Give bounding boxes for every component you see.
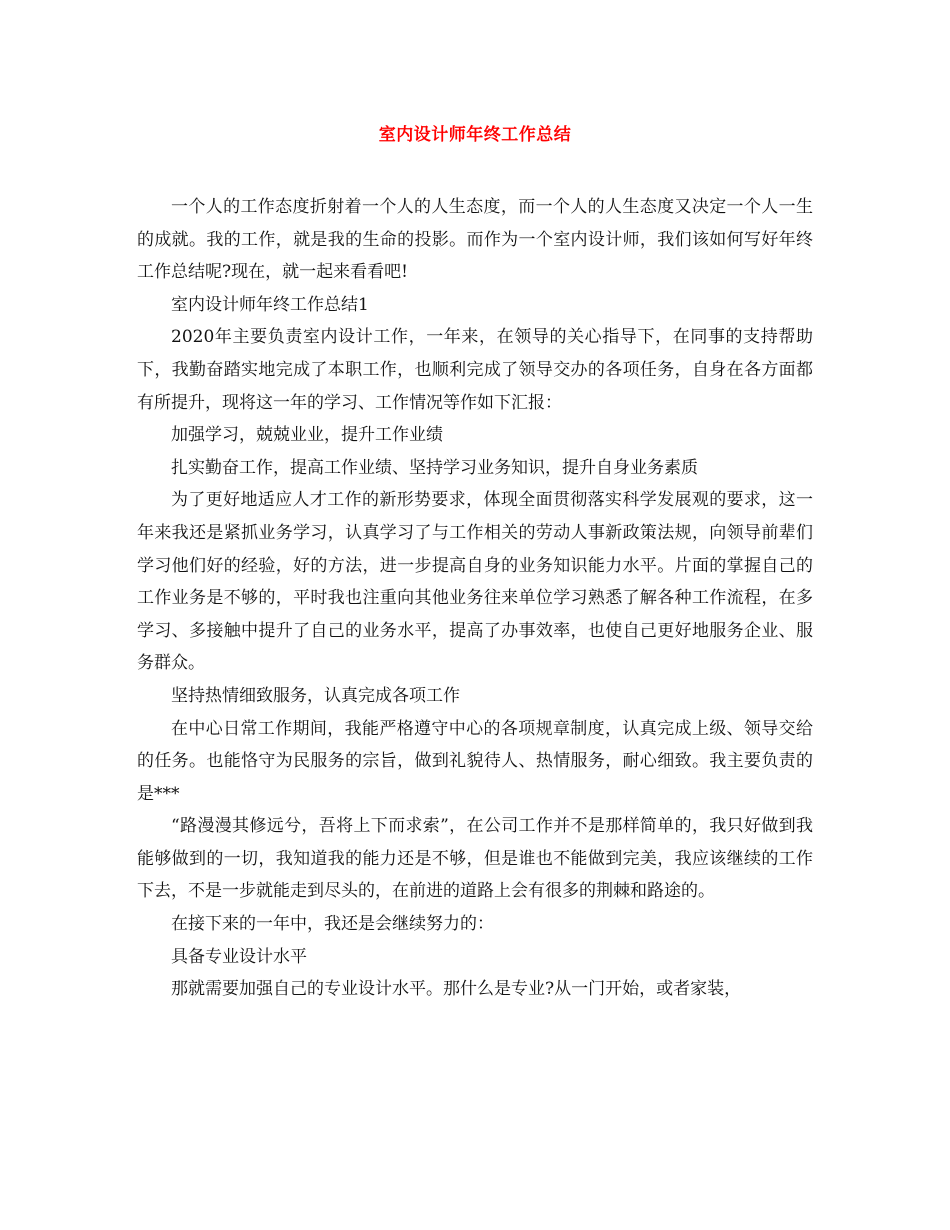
paragraph: 那就需要加强自己的专业设计水平。那什么是专业?从一门开始，或者家装， bbox=[171, 979, 742, 1000]
paragraph: 在接下来的一年中，我还是会继续努力的： bbox=[171, 914, 494, 935]
paragraph: 为了更好地适应人才工作的新形势要求，体现全面贯彻落实科学发展观的要求，这一年来我还是紧抓业务学习，认真学习了与工作相关的劳动人事新政策法规，向领导前辈们学习他们好的经验，好的方法，进一步提高自身的业务知识能力水平。片面的掌握自己的工作业务是不够的，平时我也注重向其他业务往来单位学习熟悉了解各种工作流程，在多学习、多接触中提升了自己的业务水平，提高了办事效率，也使自己更好地服务企业、服务群众。 bbox=[137, 490, 813, 674]
paragraph-subheading: 坚持热情细致服务，认真完成各项工作 bbox=[171, 685, 460, 706]
paragraph-section-heading: 室内设计师年终工作总结1 bbox=[171, 294, 369, 315]
document-title: 室内设计师年终工作总结 bbox=[378, 125, 572, 145]
paragraph-subheading: 扎实勤奋工作，提高工作业绩、坚持学习业务知识，提升自身业务素质 bbox=[171, 457, 698, 478]
paragraph: 2020年主要负责室内设计工作，一年来，在领导的关心指导下，在同事的支持帮助下，我勤奋踏实地完成了本职工作，也顺利完成了领导交办的各项任务，自身在各方面都有所提升，现将这一年的学习、工作情况等作如下汇报： bbox=[137, 327, 813, 413]
paragraph: “路漫漫其修远兮，吾将上下而求索”，在公司工作并不是那样简单的，我只好做到我能够做到的一切，我知道我的能力还是不够，但是谁也不能做到完美，我应该继续的工作下去，不是一步就能走到尽头的，在前进的道路上会有很多的荆棘和路途的。 bbox=[137, 816, 813, 902]
paragraph-subheading: 具备专业设计水平 bbox=[171, 946, 307, 967]
paragraph: 在中心日常工作期间，我能严格遵守中心的各项规章制度，认真完成上级、领导交给的任务。也能恪守为民服务的宗旨，做到礼貌待人、热情服务，耐心细致。我主要负责的是*** bbox=[137, 718, 813, 804]
document-body bbox=[137, 191, 813, 1006]
paragraph-subheading: 加强学习，兢兢业业，提升工作业绩 bbox=[171, 425, 443, 446]
paragraph-intro: 一个人的工作态度折射着一个人的人生态度，而一个人的人生态度又决定一个人一生的成就。我的工作，就是我的生命的投影。而作为一个室内设计师，我们该如何写好年终工作总结呢?现在，就一起来看看吧! bbox=[137, 197, 813, 283]
